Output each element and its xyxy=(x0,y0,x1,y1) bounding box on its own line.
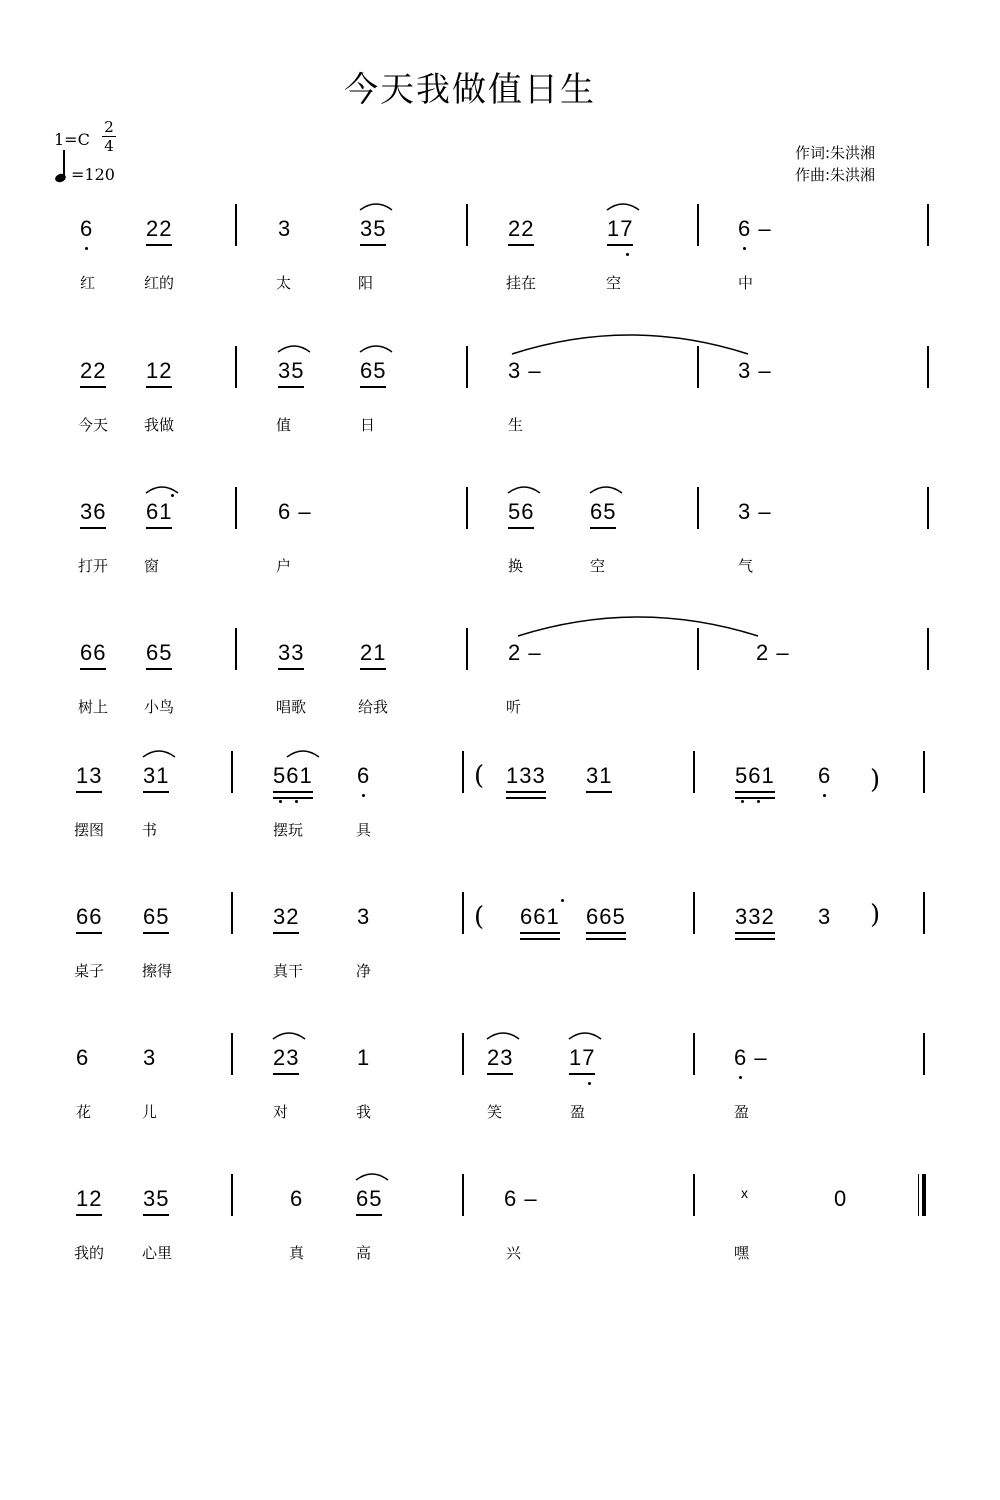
lyric: 生 xyxy=(508,416,524,434)
lyric: 盈 xyxy=(570,1103,586,1121)
lyric: 对 xyxy=(273,1103,289,1121)
lyric: 花 xyxy=(76,1103,92,1121)
lyric: 唱歌 xyxy=(276,698,307,716)
score-row-5 xyxy=(0,761,1000,881)
slur-icon xyxy=(271,1029,307,1041)
bar-line xyxy=(693,892,695,934)
lyric: 树上 xyxy=(78,698,109,716)
tie-icon xyxy=(516,612,760,642)
bar-line xyxy=(697,346,699,388)
score-row-8 xyxy=(0,1184,1000,1304)
lyric: 心里 xyxy=(142,1244,173,1262)
lyric: 日 xyxy=(360,416,376,434)
bar-line xyxy=(466,204,468,246)
bar-line xyxy=(923,751,925,793)
lyric: 盈 xyxy=(734,1103,750,1121)
final-bar-thick xyxy=(922,1174,926,1216)
note: 6 – xyxy=(278,499,312,524)
bar-line xyxy=(927,346,929,388)
slur-icon xyxy=(276,342,312,354)
note: 3 – xyxy=(738,358,772,383)
lyric: 我做 xyxy=(144,416,175,434)
bar-line xyxy=(697,487,699,529)
bar-line xyxy=(462,892,464,934)
note: 661 xyxy=(520,902,560,934)
lyric: 红 xyxy=(80,274,96,292)
note: 17 xyxy=(607,214,633,246)
lyric: 打开 xyxy=(78,557,109,575)
bar-line xyxy=(466,346,468,388)
bar-line xyxy=(923,1033,925,1075)
note: 3 xyxy=(278,216,292,241)
score-row-3 xyxy=(0,497,1000,617)
final-bar-thin xyxy=(918,1174,919,1216)
bar-line xyxy=(235,346,237,388)
bar-line xyxy=(235,628,237,670)
lyricist-credit: 作词:朱洪湘 xyxy=(795,144,876,162)
lyric: 窗 xyxy=(144,557,160,575)
note: 31 xyxy=(586,761,612,793)
bar-line xyxy=(466,628,468,670)
score-row-1 xyxy=(0,214,1000,334)
lyric: 擦得 xyxy=(142,962,173,980)
note: 561 xyxy=(273,761,313,793)
note: 31 xyxy=(143,761,169,793)
note: 35 xyxy=(278,356,304,388)
composer-credit: 作曲:朱洪湘 xyxy=(795,166,876,184)
note: 23 xyxy=(487,1043,513,1075)
note: 65 xyxy=(360,356,386,388)
slur-icon xyxy=(144,483,180,495)
lyric: 气 xyxy=(738,557,754,575)
bar-line xyxy=(693,751,695,793)
bar-line xyxy=(231,1033,233,1075)
note: 21 xyxy=(360,638,386,670)
lyric: 换 xyxy=(508,557,524,575)
slur-icon xyxy=(506,483,542,495)
bar-line xyxy=(462,1174,464,1216)
note: 12 xyxy=(76,1184,102,1216)
note: 35 xyxy=(143,1184,169,1216)
note: 65 xyxy=(356,1184,382,1216)
low-octave-dot xyxy=(823,794,826,797)
low-octave-dot xyxy=(588,1082,591,1085)
low-octave-dot xyxy=(739,1076,742,1079)
bar-line xyxy=(462,751,464,793)
note: 2 – xyxy=(508,640,542,665)
low-octave-dot xyxy=(741,800,744,803)
slur-icon xyxy=(285,747,321,759)
lyric: 高 xyxy=(356,1244,372,1262)
lyric: 真干 xyxy=(273,962,304,980)
note: 0 xyxy=(834,1186,848,1211)
note: 22 xyxy=(146,214,172,246)
lyric: 小鸟 xyxy=(144,698,175,716)
low-octave-dot xyxy=(626,253,629,256)
bar-line xyxy=(466,487,468,529)
lyric: 空 xyxy=(590,557,606,575)
slur-icon xyxy=(358,200,394,212)
slur-icon xyxy=(141,747,177,759)
high-octave-dot xyxy=(171,494,174,497)
note: 3 xyxy=(818,904,832,929)
lyric: 阳 xyxy=(358,274,374,292)
quarter-note-head xyxy=(54,172,67,183)
note: 3 xyxy=(143,1045,157,1070)
bar-line xyxy=(927,204,929,246)
note: 65 xyxy=(143,902,169,934)
bar-line xyxy=(693,1174,695,1216)
high-octave-dot xyxy=(561,899,564,902)
bar-line xyxy=(927,487,929,529)
lyric: 红的 xyxy=(144,274,175,292)
note: 35 xyxy=(360,214,386,246)
note: 56 xyxy=(508,497,534,529)
note: 61 xyxy=(146,497,172,529)
bar-line xyxy=(693,1033,695,1075)
bar-line xyxy=(697,204,699,246)
bar-line xyxy=(235,487,237,529)
note: 13 xyxy=(76,761,102,793)
lyric: 户 xyxy=(276,557,292,575)
lyric: 嘿 xyxy=(734,1244,750,1262)
tempo-value: =120 xyxy=(71,165,115,184)
lyric: 书 xyxy=(142,821,158,839)
song-title: 今天我做值日生 xyxy=(344,70,596,110)
key-signature: 1=C xyxy=(54,130,90,149)
time-signature-top: 2 xyxy=(104,118,114,136)
lyric: 值 xyxy=(276,416,292,434)
note: 17 xyxy=(569,1043,595,1075)
bar-line xyxy=(231,892,233,934)
low-octave-dot xyxy=(295,800,298,803)
note: 65 xyxy=(146,638,172,670)
lyric: 摆图 xyxy=(74,821,105,839)
score-row-2 xyxy=(0,356,1000,476)
note: 6 – xyxy=(738,216,772,241)
low-octave-dot xyxy=(743,247,746,250)
lyric: 空 xyxy=(606,274,622,292)
note: 1 xyxy=(357,1045,371,1070)
low-octave-dot xyxy=(757,800,760,803)
time-signature-bottom: 4 xyxy=(102,136,116,155)
lyric: 笑 xyxy=(487,1103,503,1121)
time-signature xyxy=(102,118,116,155)
open-paren: ( xyxy=(474,902,485,932)
note: 6 xyxy=(290,1186,304,1211)
lyric: 兴 xyxy=(506,1244,522,1262)
slur-icon xyxy=(485,1029,521,1041)
bar-line xyxy=(231,1174,233,1216)
score-row-4 xyxy=(0,638,1000,758)
note: 6 xyxy=(818,763,832,788)
note: 22 xyxy=(80,356,106,388)
lyric: 具 xyxy=(356,821,372,839)
lyric: 挂在 xyxy=(506,274,537,292)
slur-icon xyxy=(354,1170,390,1182)
score-row-7 xyxy=(0,1043,1000,1163)
note: 6 xyxy=(357,763,371,788)
note: 2 – xyxy=(756,640,790,665)
note: 6 – xyxy=(504,1186,538,1211)
low-octave-dot xyxy=(279,800,282,803)
note: 332 xyxy=(735,902,775,934)
note: 3 – xyxy=(738,499,772,524)
note: 22 xyxy=(508,214,534,246)
note: 6 – xyxy=(734,1045,768,1070)
score-row-6 xyxy=(0,902,1000,1022)
bar-line xyxy=(697,628,699,670)
open-paren: ( xyxy=(474,761,485,791)
note: 665 xyxy=(586,902,626,934)
low-octave-dot xyxy=(362,794,365,797)
slur-icon xyxy=(588,483,624,495)
note: 36 xyxy=(80,497,106,529)
note: 3 xyxy=(357,904,371,929)
low-octave-dot xyxy=(85,247,88,250)
credits xyxy=(795,142,875,186)
note: 133 xyxy=(506,761,546,793)
lyric: 真 xyxy=(289,1244,305,1262)
note: 33 xyxy=(278,638,304,670)
bar-line xyxy=(923,892,925,934)
bar-line xyxy=(462,1033,464,1075)
note: 561 xyxy=(735,761,775,793)
lyric: 太 xyxy=(276,274,292,292)
bar-line xyxy=(231,751,233,793)
note: x xyxy=(741,1185,749,1201)
close-paren: ) xyxy=(870,900,881,930)
lyric: 儿 xyxy=(142,1103,158,1121)
lyric: 中 xyxy=(738,274,754,292)
bar-line xyxy=(927,628,929,670)
lyric: 桌子 xyxy=(74,962,105,980)
lyric: 今天 xyxy=(78,416,109,434)
bar-line xyxy=(235,204,237,246)
slur-icon xyxy=(358,342,394,354)
close-paren: ) xyxy=(870,765,881,795)
slur-icon xyxy=(605,200,641,212)
note: 3 – xyxy=(508,358,542,383)
slur-icon xyxy=(567,1029,603,1041)
tie-icon xyxy=(510,330,750,360)
note: 23 xyxy=(273,1043,299,1075)
lyric: 摆玩 xyxy=(273,821,304,839)
lyric: 给我 xyxy=(358,698,389,716)
note: 6 xyxy=(80,216,94,241)
note: 32 xyxy=(273,902,299,934)
lyric: 我 xyxy=(356,1103,372,1121)
lyric: 净 xyxy=(356,962,372,980)
lyric: 听 xyxy=(506,698,522,716)
note: 6 xyxy=(76,1045,90,1070)
lyric: 我的 xyxy=(74,1244,105,1262)
note: 66 xyxy=(80,638,106,670)
note: 66 xyxy=(76,902,102,934)
note: 65 xyxy=(590,497,616,529)
note: 12 xyxy=(146,356,172,388)
